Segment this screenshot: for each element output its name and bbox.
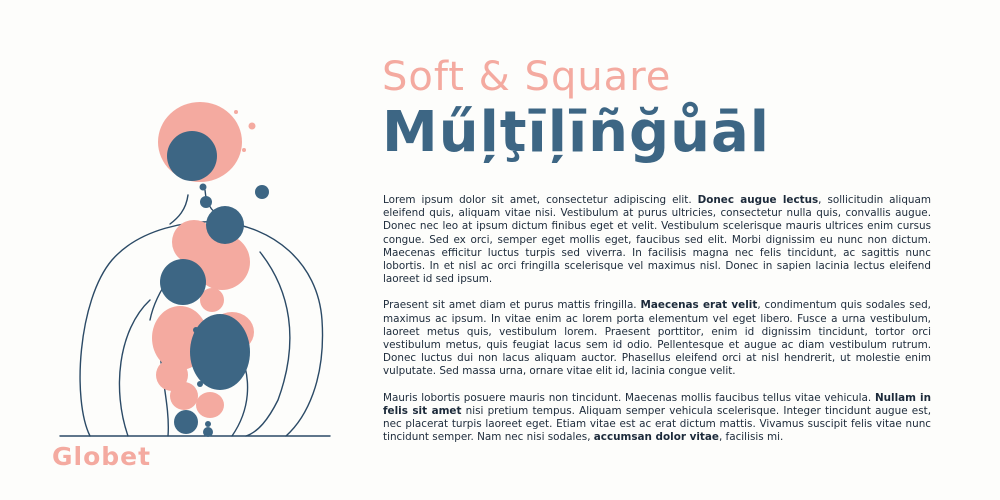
headline-title: Műļţīļīñğůāl xyxy=(382,100,770,165)
paragraph-1 xyxy=(383,194,931,286)
paragraph-emphasis: Nullam in felis sit amet xyxy=(383,391,932,417)
article-body xyxy=(383,194,931,457)
paragraph-emphasis: Donec augue lectus xyxy=(697,194,819,206)
paragraph-text: Praesent sit amet diam et purus mattis fringilla. xyxy=(383,299,641,312)
headline xyxy=(382,54,962,166)
paragraph-text: , condimentum quis sodales sed, maximus ac ipsum. In vitae enim ac lorem porta elementum vel eget libero. Fusce a urna vestibulum, laoreet metus quis, vestibulum lorem. Praesent porttitor, enim id dignissim tincidunt, tortor orci vestibulum metus, quis feugiat lacus sem id odio. Pellentesque et augue ac diam vestibulum rutrum. Donec luctus dui non lacus aliquam auctor. Phasellus eleifend orci at nisl hendrerit, ut molestie enim vulputate. Sed massa urna, ornare vitae elit id, lacinia congue velit. xyxy=(383,299,931,378)
paragraph-text: Lorem ipsum dolor sit amet, consectetur adipiscing elit. xyxy=(383,194,698,206)
paragraph-2 xyxy=(383,299,931,378)
paragraph-text: Mauris lobortis posuere mauris non tincidunt. Maecenas mollis faucibus tellus vitae vehicula. xyxy=(383,391,875,404)
paragraph-text: , sollicitudin aliquam eleifend quis, aliquam vitae nisi. Vestibulum at purus ultricies, consectetur nulla quis, convallis augue. Donec nec leo at ipsum dictum finibus eget et velit. Vestibulum scelerisque mauris ultrices enim cursus congue. Sed ex orci, semper eget mollis eget, faucibus sed elit. Morbi dignissim eu nunc non dictum. Maecenas efficitur luctus turpis sed viverra. In facilisis magna nec felis tincidunt, ac sagittis nunc lobortis. In et nisl ac orci fringilla scelerisque vel maximus nisl. Donec in sapien lacinia lectus eleifend laoreet id sed ipsum. xyxy=(383,194,931,286)
paragraph-3 xyxy=(383,392,931,445)
brand-name: Globet xyxy=(52,442,152,471)
paragraph-text: , facilisis mi. xyxy=(718,431,784,444)
paragraph-text: nisi pretium tempus. Aliquam semper vehicula scelerisque. Integer tincidunt augue est, nec placerat turpis laoreet eget. Etiam vitae est ac erat dictum mattis. Vivamus suscipit felis vitae nunc tincidunt semper. Nam nec nisi sodales, xyxy=(383,404,931,444)
paragraph-emphasis: Maecenas erat velit xyxy=(640,299,758,312)
illustration xyxy=(0,0,360,500)
paragraph-emphasis: accumsan dolor vitae xyxy=(593,431,719,444)
headline-subtitle: Soft & Square xyxy=(382,54,672,100)
